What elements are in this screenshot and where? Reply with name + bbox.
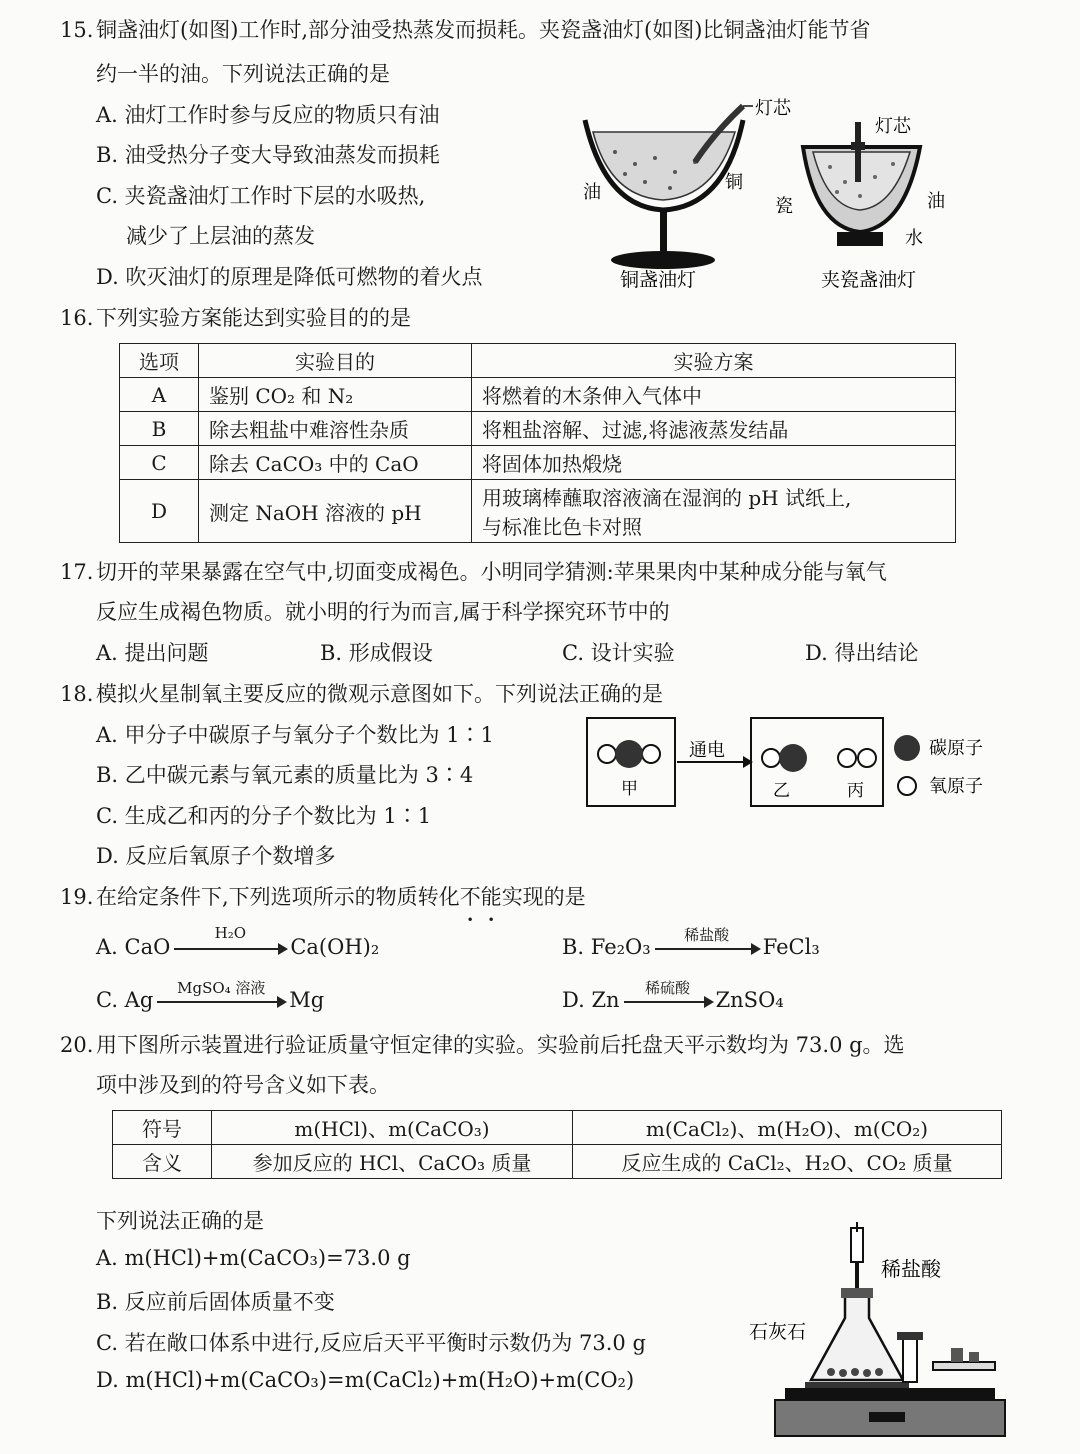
table-row	[113, 1145, 1002, 1179]
table-cell: 参加反应的 HCl、CaCO₃ 质量	[212, 1145, 573, 1179]
q15-option-b: B. 油受热分子变大导致油蒸发而损耗	[96, 143, 440, 167]
jia-label: 甲	[621, 779, 638, 799]
q17-line2: 反应生成褐色物质。就小明的行为而言,属于科学探究环节中的	[96, 600, 670, 624]
q15-option-c: C. 夹瓷盏油灯工作时下层的水吸热,	[96, 184, 426, 208]
flask-illustration	[811, 1288, 903, 1380]
table-cell: B	[120, 412, 199, 446]
table-row	[120, 378, 956, 412]
q18-number: 18.	[60, 682, 94, 706]
q19-stem: 19. 在给定条件下,下列选项所示的物质转化不能实现的是	[60, 885, 586, 909]
q15-option-c-cont: 减少了上层油的蒸发	[126, 224, 315, 248]
q19-option-c: C. Ag MgSO₄ 溶液 Mg	[96, 978, 325, 1012]
table-cell: 除去 CaCO₃ 中的 CaO	[199, 446, 472, 480]
oxygen-atom	[838, 749, 856, 767]
q18-option-d: D. 反应后氧原子个数增多	[96, 844, 336, 868]
table-cell: 将固体加热煅烧	[472, 446, 956, 480]
q20-option-b: B. 反应前后固体质量不变	[96, 1290, 335, 1314]
oxygen-atom	[762, 749, 780, 767]
q20-stem2: 下列说法正确的是	[96, 1209, 264, 1233]
table-cell: 含义	[113, 1145, 212, 1179]
oxygen-legend-label: 氧原子	[929, 776, 983, 797]
reaction-condition: 稀盐酸	[684, 925, 730, 944]
table-cell: A	[120, 378, 199, 412]
table-header: 选项	[120, 344, 199, 378]
lamp2-water-label: 水	[905, 228, 923, 249]
reaction-arrow-icon	[157, 1001, 285, 1003]
table-row	[120, 480, 956, 543]
q15-line2: 约一半的油。下列说法正确的是	[96, 62, 390, 86]
table-cell: 鉴别 CO₂ 和 N₂	[199, 378, 472, 412]
q20-line2: 项中涉及到的符号含义如下表。	[96, 1073, 390, 1097]
q15-option-d: D. 吹灭油灯的原理是降低可燃物的着火点	[96, 265, 483, 289]
oxygen-atom	[598, 745, 616, 763]
syringe-illustration	[851, 1222, 863, 1296]
bing-label: 丙	[847, 781, 864, 801]
table-cell: 将粗盐溶解、过滤,将滤液蒸发结晶	[472, 412, 956, 446]
q17-option-b: B. 形成假设	[320, 641, 433, 665]
carbon-legend-label: 碳原子	[929, 738, 983, 759]
yi-label: 乙	[773, 781, 790, 801]
acid-label: 稀盐酸	[881, 1257, 941, 1281]
q19-number: 19.	[60, 885, 94, 909]
table-cell: 测定 NaOH 溶液的 pH	[199, 480, 472, 543]
q19-option-b: B. Fe₂O₃ 稀盐酸 FeCl₃	[562, 925, 820, 959]
lamp2-wick-label: 灯芯	[875, 116, 911, 137]
carbon-atom	[615, 740, 643, 768]
lamp2-oil-label: 油	[927, 191, 945, 212]
limestone-label: 石灰石	[749, 1321, 807, 1343]
table-header: 实验方案	[472, 344, 956, 378]
table-cell: 将燃着的木条伸入气体中	[472, 378, 956, 412]
reaction-condition: MgSO₄ 溶液	[177, 978, 266, 997]
q18-option-b: B. 乙中碳元素与氧元素的质量比为 3∶4	[96, 763, 474, 787]
lamp1-oil-label: 油	[583, 182, 601, 203]
reaction-arrow-icon	[174, 948, 286, 950]
table-cell: 符号	[113, 1111, 212, 1145]
q16-table	[119, 343, 956, 543]
reaction-arrow-icon	[624, 1001, 712, 1003]
table-cell: D	[120, 480, 199, 543]
q17-line1: 17. 切开的苹果暴露在空气中,切面变成褐色。小明同学猜测:苹果果肉中某种成分能与氧气	[60, 560, 887, 584]
q15-line1: 15. 铜盏油灯(如图)工作时,部分油受热蒸发而损耗。夹瓷盏油灯(如图)比铜盏油灯能节省	[60, 18, 871, 42]
balance-apparatus-figure	[745, 1222, 1007, 1440]
table-cell: C	[120, 446, 199, 480]
q19-option-a: A. CaO H₂O Ca(OH)₂	[96, 923, 380, 959]
table-cell: 除去粗盐中难溶性杂质	[199, 412, 472, 446]
q20-number: 20.	[60, 1033, 94, 1057]
oxygen-atom-legend	[898, 777, 916, 795]
q19-option-d: D. Zn 稀硫酸 ZnSO₄	[562, 978, 784, 1012]
q17-number: 17.	[60, 560, 94, 584]
q17-option-d: D. 得出结论	[805, 641, 919, 665]
balance-illustration	[775, 1332, 1005, 1436]
oxygen-atom	[858, 749, 876, 767]
table-header: 实验目的	[199, 344, 472, 378]
q19-emphasis-1: 不	[459, 885, 481, 909]
table-row	[120, 412, 956, 446]
q18-option-a: A. 甲分子中碳原子与氧分子个数比为 1∶1	[96, 723, 494, 747]
lamp1-caption: 铜盏油灯	[620, 269, 697, 291]
lamp1-copper-label: 铜	[725, 172, 743, 193]
table-cell: 反应生成的 CaCl₂、H₂O、CO₂ 质量	[573, 1145, 1002, 1179]
lamp2-caption: 夹瓷盏油灯	[821, 269, 917, 291]
oil-lamp-figure	[575, 92, 975, 292]
q16-number: 16.	[60, 306, 94, 330]
q17-option-c: C. 设计实验	[562, 641, 675, 665]
q18-option-c: C. 生成乙和丙的分子个数比为 1∶1	[96, 804, 432, 828]
lamp1-wick-label: 灯芯	[755, 98, 791, 119]
reaction-arrow-icon	[655, 948, 759, 950]
condition-label: 通电	[689, 740, 725, 761]
q20-option-d: D. m(HCl)+m(CaCO₃)=m(CaCl₂)+m(H₂O)+m(CO₂)	[96, 1368, 635, 1392]
porcelain-lamp-illustration	[803, 122, 920, 246]
reaction-condition: 稀硫酸	[645, 978, 691, 997]
q16-stem: 16. 下列实验方案能达到实验目的的是	[60, 306, 411, 330]
q17-option-a: A. 提出问题	[96, 641, 209, 665]
table-header-row	[120, 344, 956, 378]
carbon-atom	[779, 744, 807, 772]
q20-symbol-table	[112, 1110, 1002, 1179]
q20-line1: 20. 用下图所示装置进行验证质量守恒定律的实验。实验前后托盘天平示数均为 73.0 g。选	[60, 1033, 905, 1057]
table-row	[120, 446, 956, 480]
table-cell: m(CaCl₂)、m(H₂O)、m(CO₂)	[573, 1111, 1002, 1145]
mars-oxygen-micro-diagram	[585, 716, 1015, 812]
table-cell: 用玻璃棒蘸取溶液滴在湿润的 pH 试纸上, 与标准比色卡对照	[472, 480, 956, 543]
oxygen-atom	[642, 745, 660, 763]
lamp2-porcelain-label: 瓷	[775, 196, 793, 217]
q15-option-a: A. 油灯工作时参与反应的物质只有油	[96, 103, 440, 127]
table-cell: m(HCl)、m(CaCO₃)	[212, 1111, 573, 1145]
reaction-condition: H₂O	[214, 923, 247, 942]
q15-number: 15.	[60, 18, 94, 42]
q20-option-a: A. m(HCl)+m(CaCO₃)=73.0 g	[96, 1246, 411, 1270]
q18-stem: 18. 模拟火星制氧主要反应的微观示意图如下。下列说法正确的是	[60, 682, 663, 706]
table-row	[113, 1111, 1002, 1145]
q20-option-c: C. 若在敞口体系中进行,反应后天平平衡时示数仍为 73.0 g	[96, 1331, 646, 1355]
q19-emphasis-2: 能	[480, 885, 502, 909]
carbon-atom-legend	[894, 735, 920, 761]
